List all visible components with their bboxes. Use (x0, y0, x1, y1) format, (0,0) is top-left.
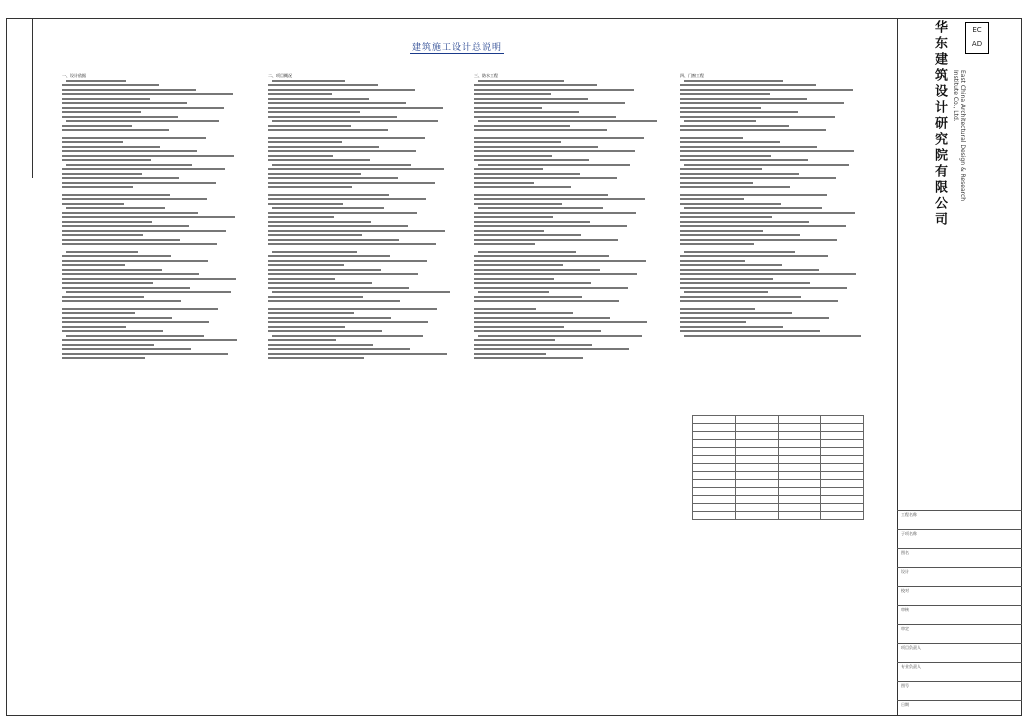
table-row (693, 480, 864, 488)
note-line (62, 92, 262, 97)
titleblock-row (897, 662, 1022, 682)
table-row (693, 504, 864, 512)
notes-column-1 (62, 70, 262, 364)
titleblock-label: 子项名称 (901, 531, 917, 536)
note-line (268, 290, 468, 295)
titleblock-row (897, 624, 1022, 644)
note-line (62, 338, 262, 343)
titleblock-row (897, 548, 1022, 568)
company-logo: EC AD (965, 22, 989, 54)
company-name-en: East China Architectural Design & Research Institute Co., Ltd. (952, 70, 966, 202)
section-heading: 四、门窗工程 (680, 73, 704, 78)
titleblock-label: 工程名称 (901, 512, 917, 517)
titleblock-row (897, 605, 1022, 625)
note-line (474, 320, 674, 325)
titleblock-row (897, 510, 1022, 530)
section-heading: 三、防水工程 (474, 73, 498, 78)
table-row (693, 424, 864, 432)
titleblock-label: 设计 (901, 569, 909, 574)
left-signature-strip (6, 18, 33, 178)
titleblock-row (897, 681, 1022, 701)
company-name-cn: 华东建筑设计研究院有限公司 (932, 20, 947, 228)
table-row (693, 512, 864, 520)
schedule-table (692, 415, 864, 520)
notes-column-2 (268, 70, 468, 364)
table-row (693, 456, 864, 464)
notes-column-4 (680, 70, 880, 338)
titleblock-row (897, 567, 1022, 587)
titleblock-label: 专业负责人 (901, 664, 921, 669)
table-row (693, 448, 864, 456)
table-row (693, 416, 864, 424)
table-row (693, 464, 864, 472)
table-row (693, 440, 864, 448)
section-heading: 二、项目概况 (268, 73, 292, 78)
note-line (268, 167, 468, 172)
titleblock-row (897, 529, 1022, 549)
note-line (680, 272, 880, 277)
drawing-title: 建筑施工设计总说明 (410, 40, 504, 54)
table-row (693, 432, 864, 440)
table-row (693, 472, 864, 480)
titleblock-row (897, 586, 1022, 606)
table-row (693, 488, 864, 496)
titleblock-label: 日期 (901, 702, 909, 707)
notes-column-3 (474, 70, 674, 364)
note-line (474, 119, 674, 124)
titleblock-row (897, 700, 1022, 720)
titleblock-label: 图名 (901, 550, 909, 555)
note-line (62, 215, 262, 220)
titleblock-label: 审定 (901, 626, 909, 631)
titleblock-row (897, 643, 1022, 663)
titleblock-label: 校对 (901, 588, 909, 593)
note-line (474, 197, 674, 202)
table-row (693, 496, 864, 504)
section-heading: 一、设计依据 (62, 73, 86, 78)
note-line (680, 149, 880, 154)
titleblock-label: 审核 (901, 607, 909, 612)
titleblock-label: 项目负责人 (901, 645, 921, 650)
titleblock-label: 图号 (901, 683, 909, 688)
note-line (680, 334, 880, 339)
